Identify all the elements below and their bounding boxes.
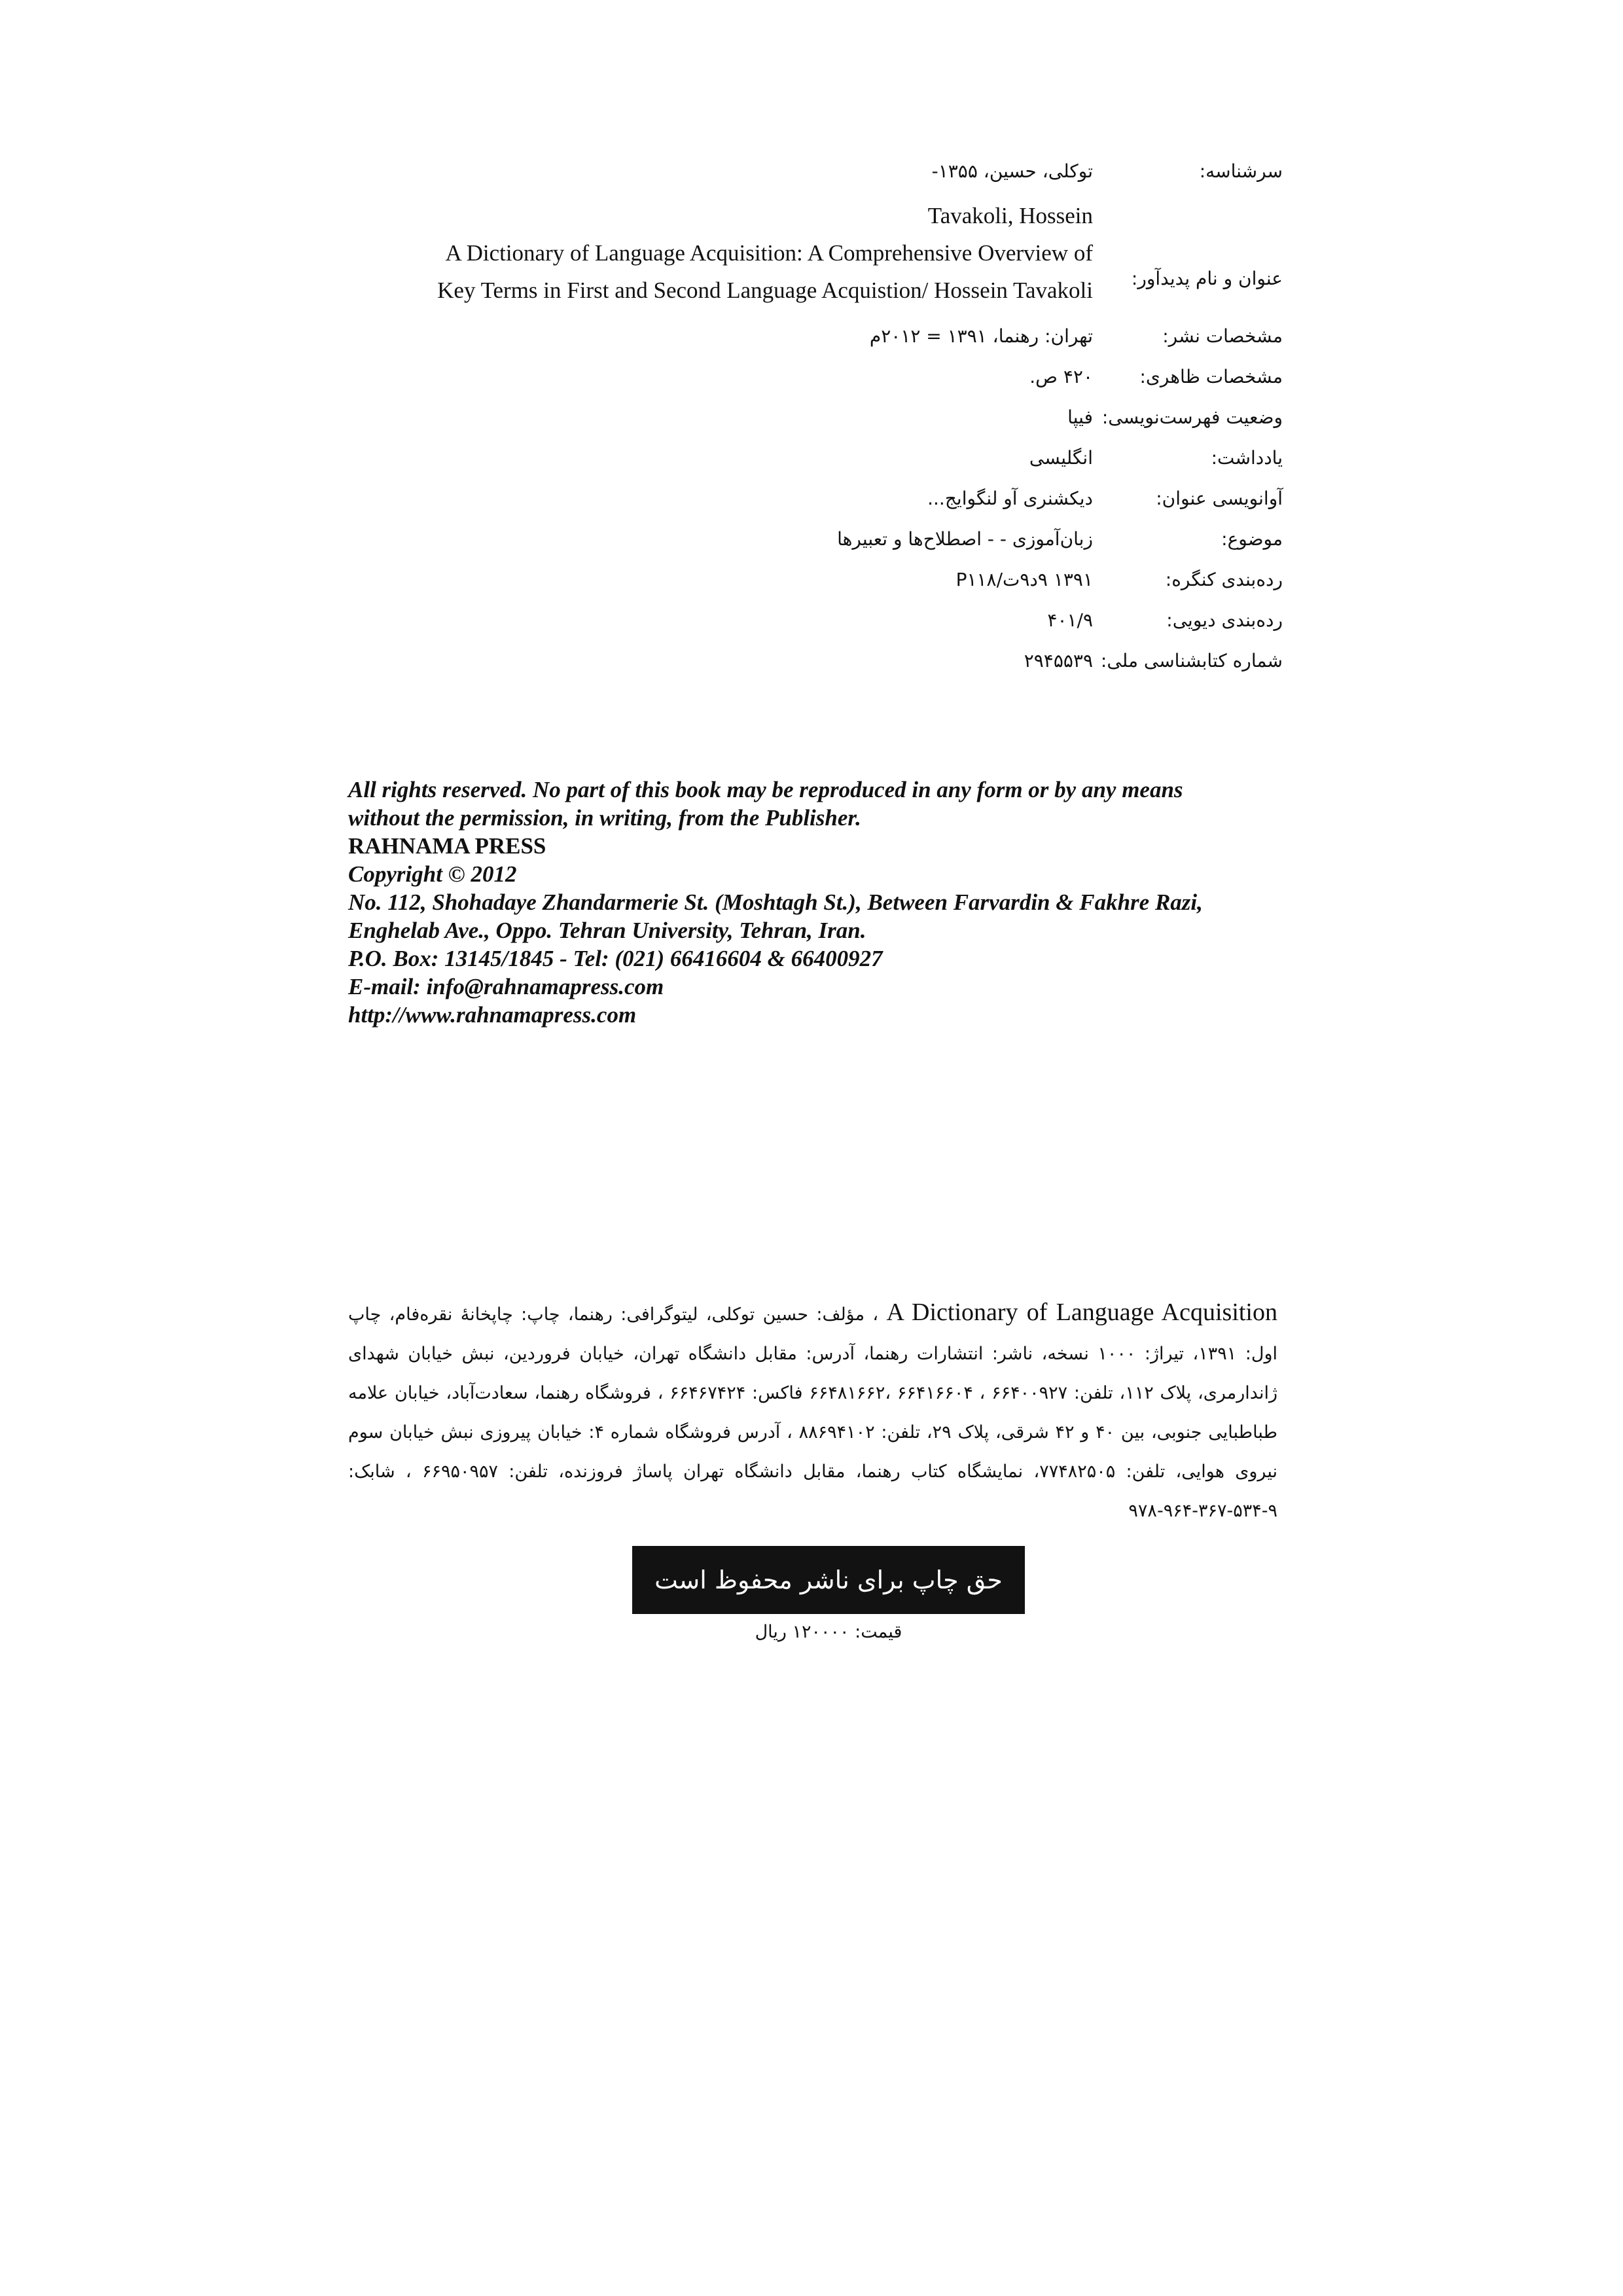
publisher-email: E-mail: info@rahnamapress.com (348, 974, 664, 999)
imprint-paragraph (348, 1293, 1277, 1531)
cataloging-data (366, 154, 1283, 684)
physical-value: ۴۲۰ ص. (1029, 366, 1093, 387)
imprint-details: ، مؤلف: حسین توکلی، لیتوگرافی: رهنما، چاپ: چاپخانهٔ نقره‌فام، چاپ اول: ۱۳۹۱، تیراژ: ۱۰۰۰ نسخه، ناشر: انتشارات رهنما، آدرس: مقابل دانشگاه تهران، خیابان فروردین، نبش خیابان شهدای ژاندارمری، پلاک ۱۱۲، تلفن: ۶۶۴۰۰۹۲۷ ، ۶۶۴۱۶۶۰۴ ،۶۶۴۸۱۶۶۲ فاکس: ۶۶۴۶۷۴۲۴ ، فروشگاه رهنما، سعادت‌آباد، خیابان علامه طباطبایی جنوبی، بین ۴۰ و ۴۲ شرقی، پلاک ۲۹، تلفن: ۸۸۶۹۴۱۰۲ ، آدرس فروشگاه شماره ۴: خیابان پیروزی نبش خیابان سوم نیروی هوایی، تلفن: ۷۷۴۸۲۵۰۵، نمایشگاه کتاب رهنما، مقابل دانشگاه تهران پاساژ فروزنده، تلفن: ۶۶۹۵۰۹۵۷ ، شابک: ۹-۵۳۴-۳۶۷-۹۶۴-۹۷۸ (348, 1304, 1278, 1521)
publication-label: مشخصات نشر: (1162, 325, 1283, 347)
copyright-notice-text: حق چاپ برای ناشر محفوظ است (654, 1566, 1003, 1594)
main-entry-label: سرشناسه: (1199, 160, 1283, 182)
national-bib-no-label: شماره کتابشناسی ملی: (1100, 650, 1283, 672)
title-line-1: A Dictionary of Language Acquisition: A Comprehensive Overview of (445, 240, 1093, 266)
publisher-address-line-2: Enghelab Ave., Oppo. Tehran University, Tehran, Iran. (348, 918, 866, 943)
note-label: یادداشت: (1211, 447, 1283, 469)
rights-block (348, 776, 1277, 1029)
publisher-name: RAHNAMA PRESS (348, 833, 546, 859)
national-bib-no-value: ۲۹۴۵۵۳۹ (1024, 650, 1093, 672)
catalog-row-dewey-class (366, 603, 1283, 643)
cataloging-status-label: وضعیت فهرست‌نویسی: (1101, 406, 1283, 428)
publisher-address-line-1: No. 112, Shohadaye Zhandarmerie St. (Moshtagh St.), Between Farvardin & Fakhre Razi, (348, 889, 1203, 915)
subject-label: موضوع: (1221, 528, 1283, 550)
catalog-row-publication (366, 319, 1283, 359)
lc-class-label: رده‌بندی کنگره: (1165, 569, 1283, 590)
subject-value: زبان‌آموزی - - اصطلاح‌ها و تعبیرها (837, 528, 1093, 550)
catalog-row-physical (366, 359, 1283, 400)
publication-value: تهران: رهنما، ۱۳۹۱ = ۲۰۱۲م (869, 325, 1093, 347)
cataloging-status-value: فیپا (1067, 406, 1093, 428)
publisher-po-box: P.O. Box: 13145/1845 - Tel: (021) 66416604 & 66400927 (348, 946, 883, 971)
copyright-notice-box (632, 1546, 1025, 1614)
catalog-row-note (366, 440, 1283, 481)
catalog-row-main-entry (366, 154, 1283, 194)
lc-class-value: ۱۳۹۱ ۹د۹ت/P۱۱۸ (955, 569, 1093, 590)
title-statement-lines (437, 197, 1093, 309)
transliterated-title-label: آوانویسی عنوان: (1156, 488, 1283, 509)
main-entry-value: توکلی، حسین، ۱۳۵۵- (931, 160, 1093, 182)
catalog-row-title-statement (366, 194, 1283, 319)
catalog-row-subject (366, 522, 1283, 562)
catalog-row-lc-class (366, 562, 1283, 603)
dewey-class-value: ۴۰۱/۹ (1047, 609, 1093, 631)
rights-statement-line-1: All rights reserved. No part of this book may be reproduced in any form or by any means (348, 777, 1183, 802)
note-value: انگلیسی (1029, 447, 1093, 469)
publisher-website: http://www.rahnamapress.com (348, 1002, 637, 1028)
book-price: قیمت: ۱۲۰۰۰۰ ریال (755, 1622, 902, 1642)
catalog-row-cataloging-status (366, 400, 1283, 440)
catalog-row-transliterated-title (366, 481, 1283, 522)
title-statement-label: عنوان و نام پدیدآور: (1131, 268, 1283, 289)
dewey-class-label: رده‌بندی دیویی: (1166, 609, 1283, 631)
copyright-year: Copyright © 2012 (348, 861, 517, 887)
author-english-name: Tavakoli, Hossein (927, 203, 1093, 228)
catalog-row-national-bib-no (366, 643, 1283, 684)
title-line-2: Key Terms in First and Second Language Acquistion/ Hossein Tavakoli (437, 278, 1093, 303)
physical-label: مشخصات ظاهری: (1139, 366, 1283, 387)
imprint-book-title: A Dictionary of Language Acquisition (886, 1299, 1277, 1326)
rights-statement-line-2: without the permission, in writing, from the Publisher. (348, 805, 861, 831)
transliterated-title-value: دیکشنری آو لنگوایج... (927, 488, 1093, 509)
